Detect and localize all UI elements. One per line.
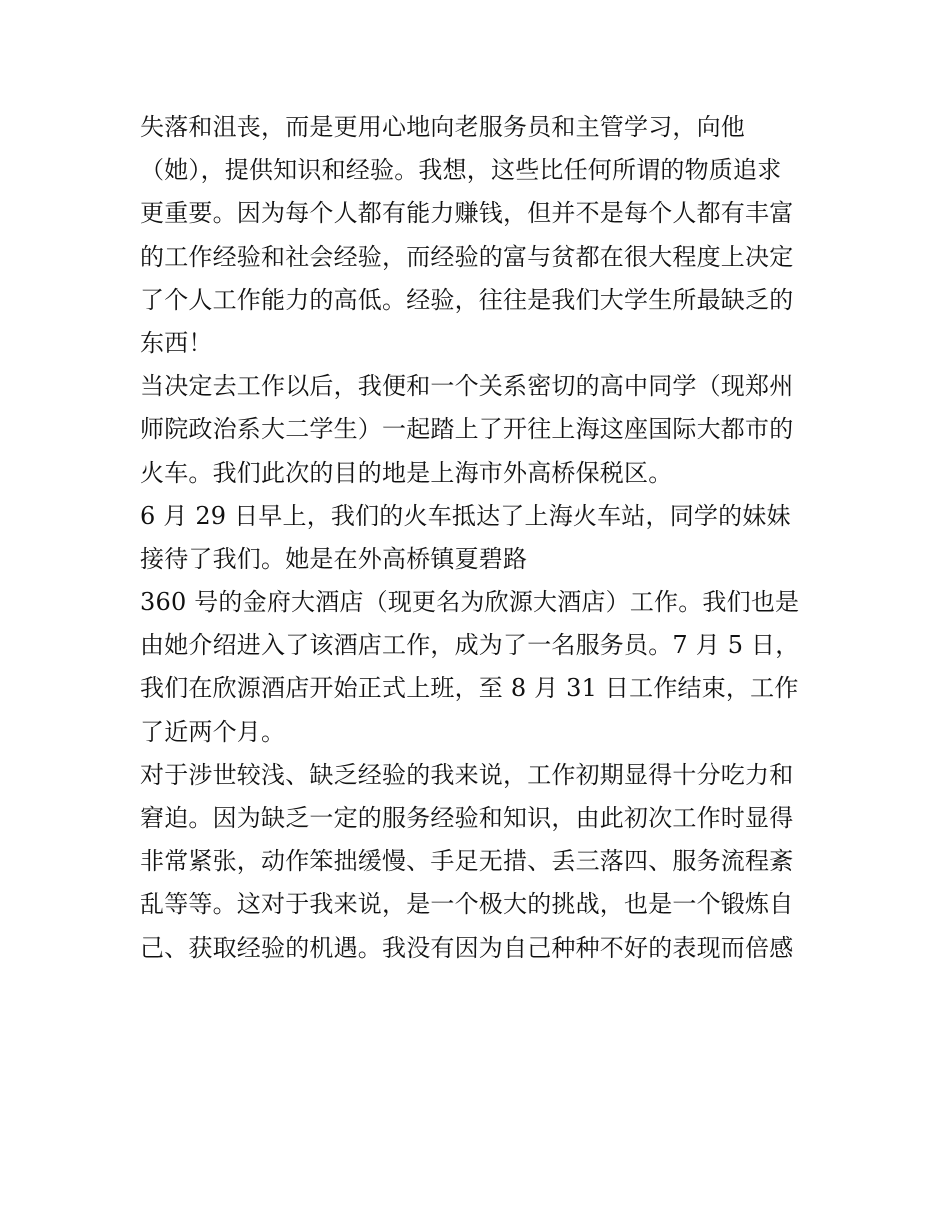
body-text	[140, 106, 830, 970]
text-line: 360 号的金府大酒店（现更名为欣源大酒店）工作。我们也是	[140, 588, 800, 617]
text-line: 乱等等。这对于我来说，是一个极大的挑战，也是一个锻炼自	[140, 890, 794, 919]
text-line: 的工作经验和社会经验，而经验的富与贫都在很大程度上决定	[140, 242, 794, 271]
text-line: 6 月 29 日早上，我们的火车抵达了上海火车站，同学的妹妹	[140, 501, 791, 530]
text-line: 接待了我们。她是在外高桥镇夏碧路	[140, 544, 528, 573]
text-line: 由她介绍进入了该酒店工作，成为了一名服务员。7 月 5 日，	[140, 631, 800, 660]
text-line: 对于涉世较浅、缺乏经验的我来说，工作初期显得十分吃力和	[140, 760, 794, 789]
text-line: 我们在欣源酒店开始正式上班，至 8 月 31 日工作结束，工作	[140, 674, 799, 703]
text-line: 己、获取经验的机遇。我没有因为自己种种不好的表现而倍感	[140, 933, 794, 962]
text-line: 了个人工作能力的高低。经验，往往是我们大学生所最缺乏的	[140, 285, 794, 314]
text-line: 当决定去工作以后，我便和一个关系密切的高中同学（现郑州	[140, 372, 794, 401]
text-line: 更重要。因为每个人都有能力赚钱，但并不是每个人都有丰富	[140, 199, 794, 228]
text-line: （她），提供知识和经验。我想，这些比任何所谓的物质追求	[140, 156, 782, 185]
text-line: 窘迫。因为缺乏一定的服务经验和知识，由此初次工作时显得	[140, 804, 794, 832]
text-line: 非常紧张，动作笨拙缓慢、手足无措、丢三落四、服务流程紊	[140, 847, 794, 876]
text-line: 火车。我们此次的目的地是上海市外高桥保税区。	[140, 458, 673, 487]
text-line: 了近两个月。	[140, 717, 286, 746]
text-line: 失落和沮丧，而是更用心地向老服务员和主管学习，向他	[140, 113, 745, 141]
text-line: 东西！	[140, 328, 213, 357]
text-line: 师院政治系大二学生）一起踏上了开往上海这座国际大都市的	[140, 415, 794, 444]
